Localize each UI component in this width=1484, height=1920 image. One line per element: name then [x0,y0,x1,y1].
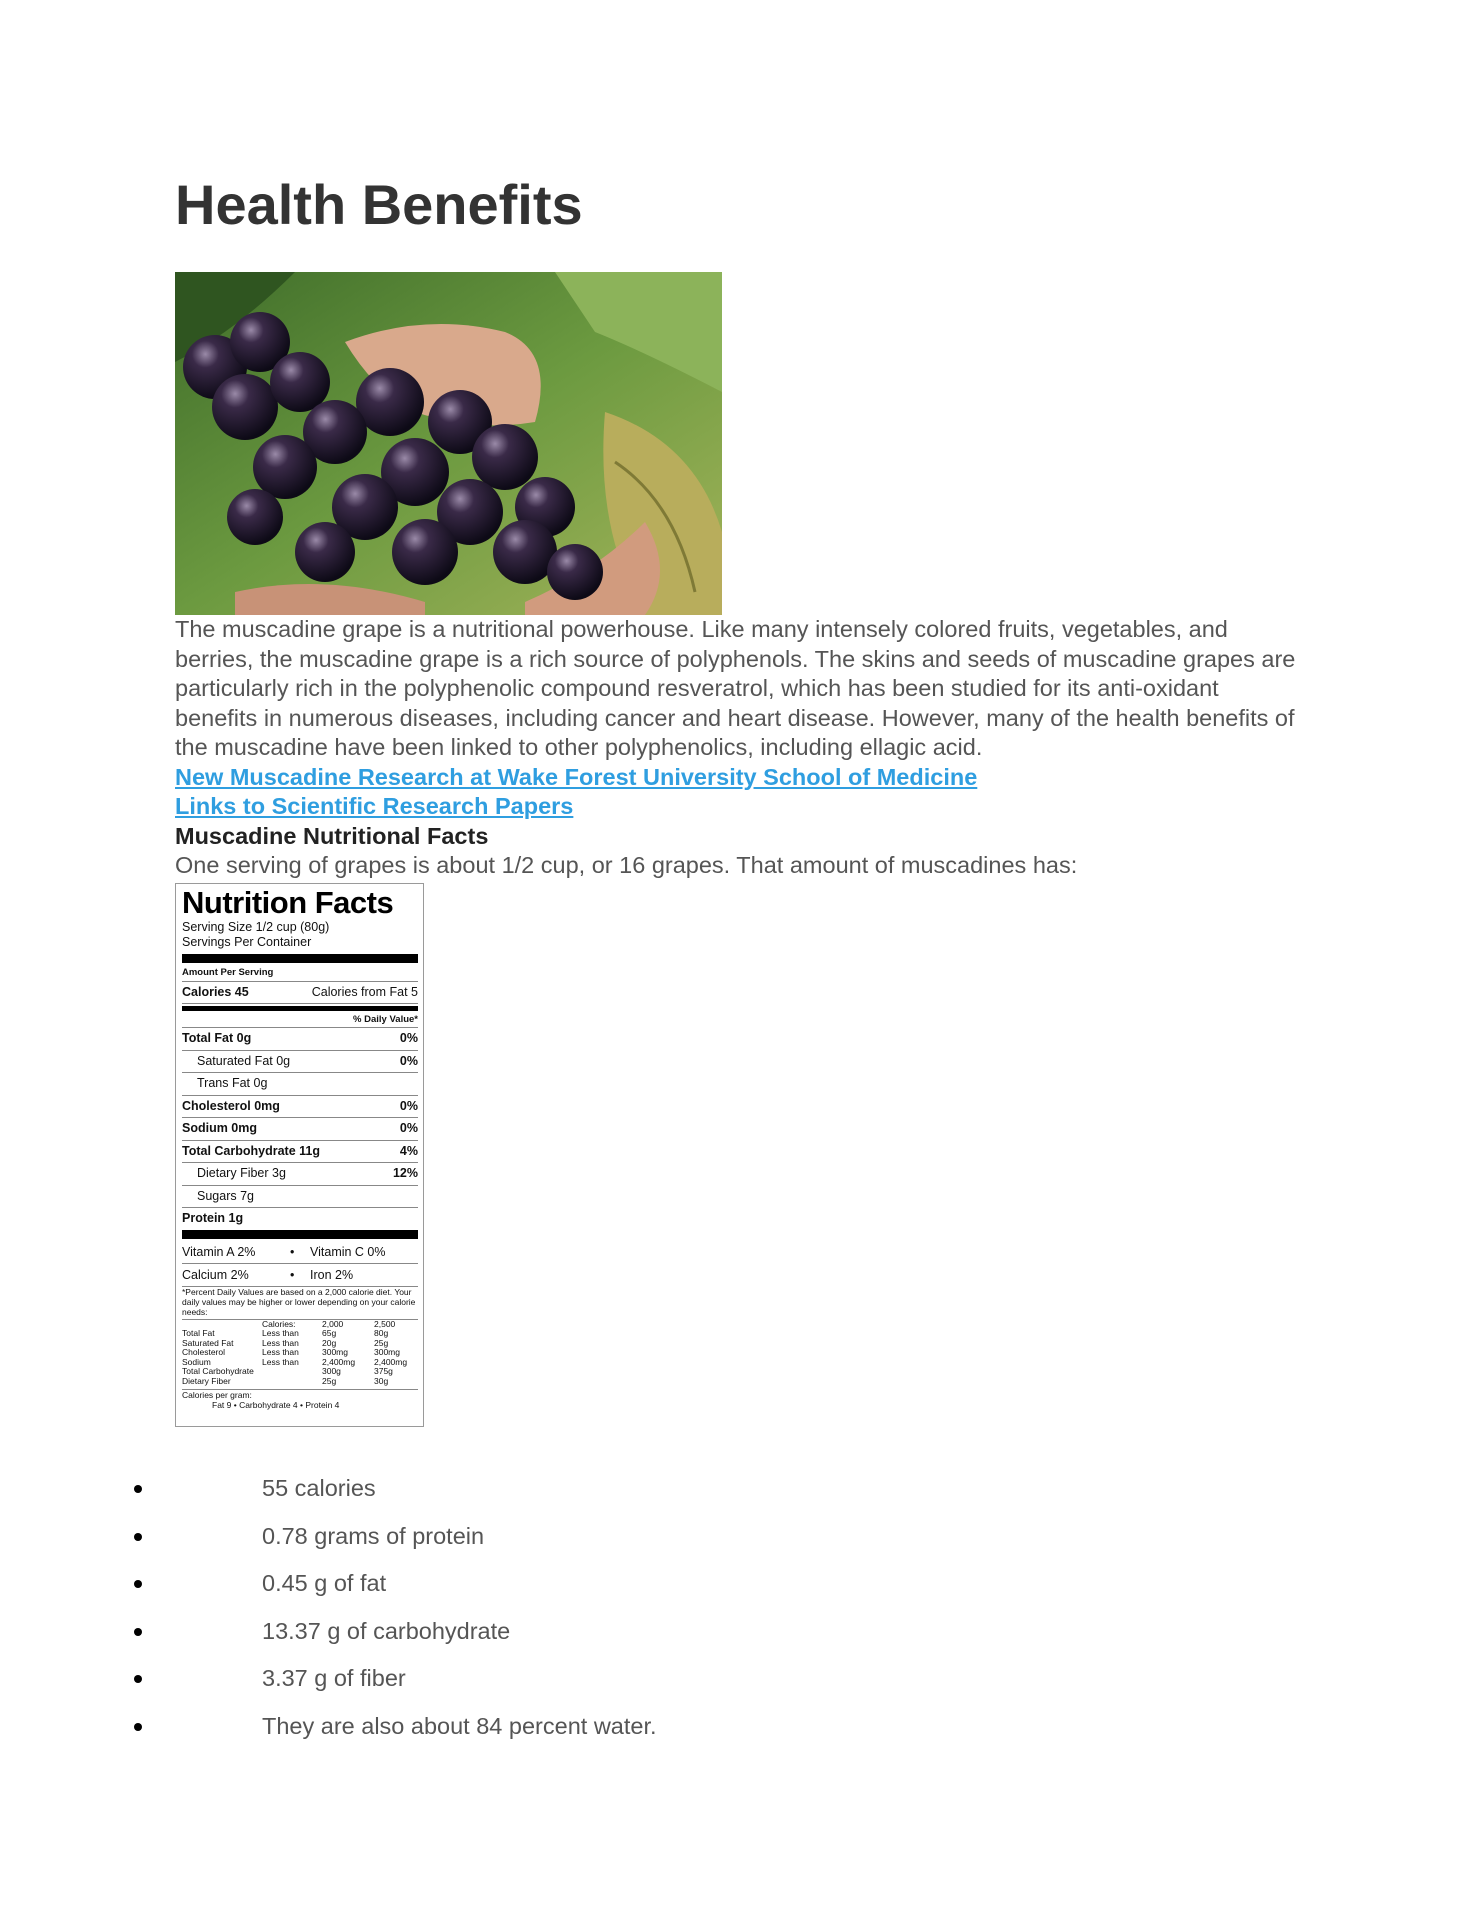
label-divider [182,1006,418,1011]
daily-value-table-cell: 2,500 [374,1318,396,1329]
bullet-icon [134,1675,142,1683]
daily-value-footnote: *Percent Daily Values are based on a 2,000 calorie diet. Your daily values may be higher or lower depending on your calorie needs: [182,1286,416,1317]
daily-value-table-cell: 300g [322,1366,341,1377]
serving-text: One serving of grapes is about 1/2 cup, or 16 grapes. That amount of muscadines has: [175,852,1078,878]
amount-per-serving: Amount Per Serving [182,965,418,982]
nutrient-row [182,1163,418,1186]
nutrition-facts-label [175,883,424,1427]
nutrient-dv: 0% [399,1121,418,1135]
nutrient-row [182,1186,418,1209]
nutrient-row [182,1208,418,1230]
list-item [0,1465,900,1513]
muscadine-grapes-photo [175,272,722,615]
daily-value-table-cell [262,1377,322,1387]
daily-value-table-cell: 2,400mg [374,1356,408,1367]
vitamin-a: Vitamin A 2% [182,1244,256,1259]
list-item [0,1655,900,1703]
nutrient-name: Total Carbohydrate 11g [182,1143,320,1158]
daily-value-table [182,1319,418,1387]
list-item [0,1608,900,1656]
calories-per-gram-values: Fat 9 • Carbohydrate 4 • Protein 4 [212,1399,340,1410]
daily-value-table-cell: Dietary Fiber [182,1376,231,1387]
daily-value-table-cell: Less than [262,1347,299,1358]
nutrient-name: Protein 1g [182,1211,244,1225]
calories-value: Calories 45 [182,984,249,999]
scientific-papers-link[interactable]: Links to Scientific Research Papers [175,793,574,819]
daily-value-table-cell: 2,400mg [322,1356,356,1367]
servings-per-container: Servings Per Container [182,934,312,949]
list-item [0,1703,900,1751]
page-title: Health Benefits [175,173,583,236]
nutrient-name: Sodium 0mg [182,1121,258,1135]
separator-dot: • [290,1267,295,1282]
label-divider [182,954,418,963]
daily-value-table-cell: 25g [374,1337,389,1348]
nutrient-row [182,1028,418,1051]
separator-dot: • [290,1244,295,1259]
bullet-icon [134,1485,142,1493]
list-item-text: They are also about 84 percent water. [262,1712,657,1739]
daily-value-table-cell: 300mg [374,1347,400,1358]
vitamin-row [182,1241,418,1264]
list-item-text: 0.78 grams of protein [262,1522,485,1549]
daily-value-table-cell: 25g [322,1376,337,1387]
vitamin-c: Vitamin C 0% [310,1244,386,1259]
nutrient-dv: 0% [399,1053,418,1068]
bullet-icon [134,1628,142,1636]
daily-value-table-cell: Less than [262,1356,299,1367]
nutrient-row [182,1096,418,1119]
calories-row [182,982,418,1005]
intro-paragraph: The muscadine grape is a nutritional powerhouse. Like many intensely colored fruits, vegetables, and berries, the muscadine grape is a rich source of polyphenols. The skins and seeds of muscadine grapes are particularly rich in the polyphenolic compound resveratrol, which has been studied for its anti-oxidant benefits in numerous diseases, including cancer and heart disease. However, many of the health benefits of the muscadine have been linked to other polyphenolics, including ellagic acid. [175,616,1296,760]
nutrient-name: Trans Fat 0g [197,1076,268,1090]
label-divider [182,1230,418,1239]
nutrient-dv: 12% [392,1166,418,1180]
daily-value-table-cell: Saturated Fat [182,1337,234,1348]
nutrient-name: Cholesterol 0mg [182,1098,280,1113]
mineral-row [182,1264,418,1287]
daily-value-table-cell: 375g [374,1366,393,1377]
daily-value-table-cell: Total Carbohydrate [182,1366,254,1377]
daily-value-table-cell [262,1367,322,1377]
nutrient-row [182,1051,418,1074]
list-item [0,1513,900,1561]
daily-value-header: % Daily Value* [182,1013,418,1028]
bullet-icon [134,1723,142,1731]
daily-value-table-cell: 65g [322,1328,337,1339]
bullet-icon [134,1580,142,1588]
calcium: Calcium 2% [182,1267,249,1282]
wake-forest-research-link[interactable]: New Muscadine Research at Wake Forest University School of Medicine [175,763,978,790]
daily-value-table-cell: Calories: [262,1318,296,1329]
nutritional-facts-heading: Muscadine Nutritional Facts [175,822,489,849]
document-page [175,170,1305,1427]
iron: Iron 2% [310,1267,354,1282]
nutrient-row [182,1118,418,1141]
nutrient-dv: 0% [399,1098,418,1113]
list-item [0,1560,900,1608]
serving-size: Serving Size 1/2 cup (80g) [182,919,330,934]
daily-value-table-cell: Sodium [182,1356,211,1367]
nutrition-facts-list [0,1465,900,1750]
nutrient-name: Saturated Fat 0g [197,1053,291,1068]
daily-value-table-cell: 300mg [322,1347,348,1358]
calories-per-gram: Calories per gram: [182,1389,418,1400]
daily-value-table-cell: 30g [374,1376,389,1387]
nutrient-row [182,1141,418,1164]
daily-value-table-cell: Less than [262,1337,299,1348]
list-item-text: 3.37 g of fiber [262,1665,406,1691]
list-item-text: 13.37 g of carbohydrate [262,1617,511,1644]
daily-value-table-row [182,1377,418,1387]
nutrient-name: Total Fat 0g [182,1031,252,1045]
daily-value-table-cell: Less than [262,1328,299,1339]
nutrient-row [182,1073,418,1096]
nutrition-label-title: Nutrition Facts [182,884,394,920]
daily-value-table-cell: Cholesterol [182,1347,225,1358]
daily-value-table-cell: 2,000 [322,1318,344,1329]
calories-from-fat: Calories from Fat 5 [311,984,418,999]
nutrient-name: Dietary Fiber 3g [197,1166,286,1180]
list-item-text: 0.45 g of fat [262,1570,387,1596]
daily-value-table-cell: 80g [374,1328,389,1339]
bullet-icon [134,1533,142,1541]
nutrient-dv: 4% [399,1143,418,1158]
daily-value-table-cell: 20g [322,1337,337,1348]
nutrient-name: Sugars 7g [197,1188,254,1203]
nutrient-dv: 0% [399,1031,418,1045]
daily-value-table-cell: Total Fat [182,1328,215,1339]
list-item-text: 55 calories [262,1475,376,1501]
